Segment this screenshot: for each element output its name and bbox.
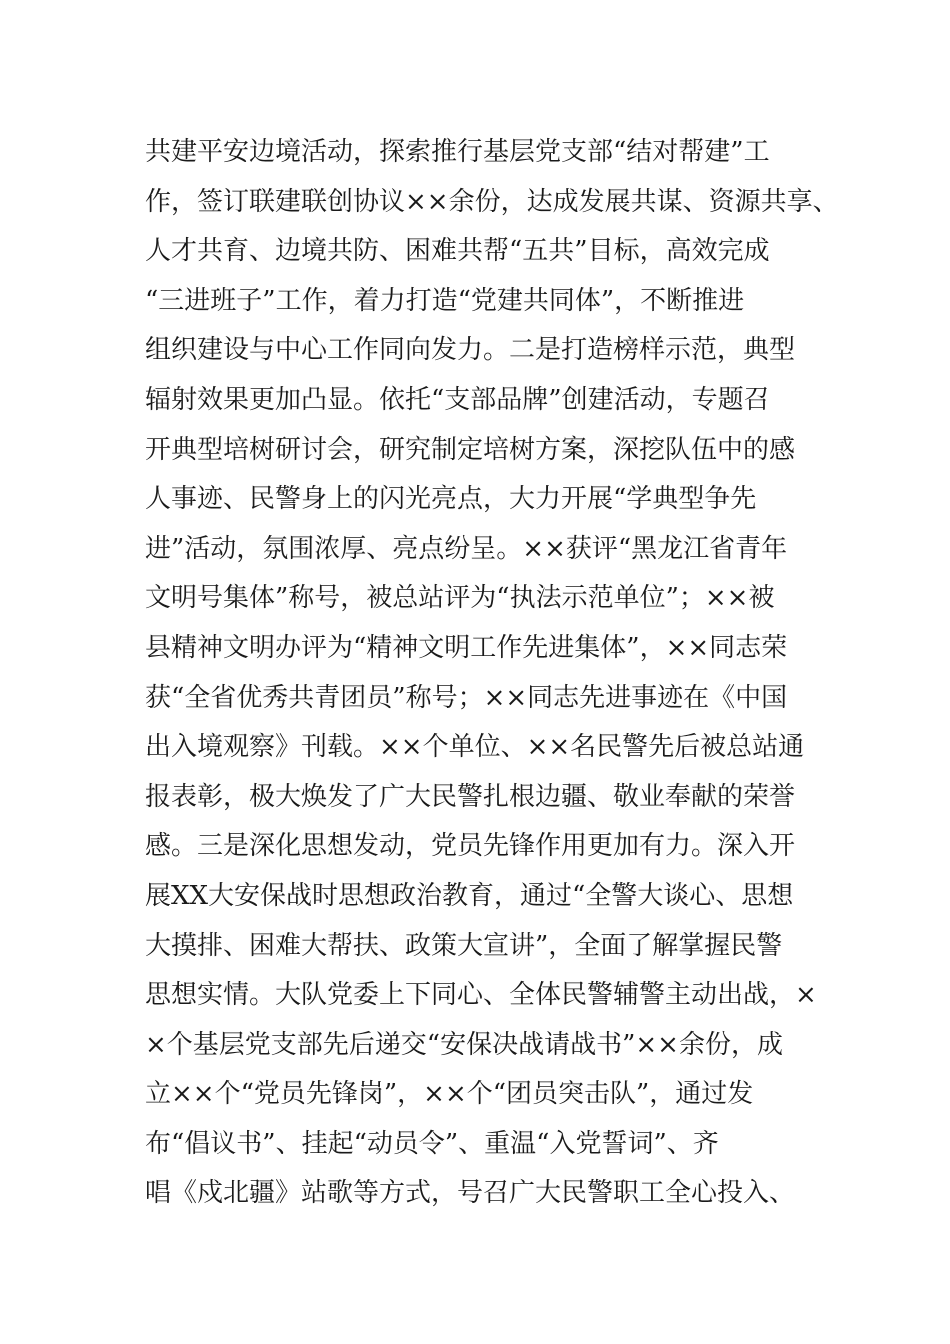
body-text	[145, 128, 839, 1219]
text-line: 立××个“党员先锋岗”，××个“团员突击队”，通过发	[145, 1079, 754, 1110]
text-line: 大摸排、困难大帮扶、政策大宣讲”，全面了解掌握民警	[145, 930, 783, 961]
text-line: 共建平安边境活动，探索推行基层党支部“结对帮建”工	[145, 137, 770, 167]
text-line: 感。三是深化思想发动，党员先锋作用更加有力。深入开	[145, 831, 796, 862]
text-line: 人事迹、民警身上的闪光亮点，大力开展“学典型争先	[145, 484, 757, 515]
text-line: 文明号集体”称号，被总站评为“执法示范单位”；××被	[145, 583, 775, 614]
text-line: 展XX大安保战时思想政治教育，通过“全警大谈心、思想	[145, 880, 794, 911]
text-line: 唱《戍北疆》站歌等方式，号召广大民警职工全心投入、	[145, 1178, 796, 1209]
text-line: 获“全省优秀共青团员”称号；××同志先进事迹在《中国	[145, 682, 788, 713]
text-line: 县精神文明办评为“精神文明工作先进集体”，××同志荣	[145, 632, 788, 663]
text-line: 布“倡议书”、挂起“动员令”、重温“入党誓词”、齐	[145, 1128, 719, 1159]
text-line: “三进班子”工作，着力打造“党建共同体”，不断推进	[145, 285, 745, 316]
text-line: 开典型培树研讨会，研究制定培树方案，深挖队伍中的感	[145, 434, 796, 465]
text-line: 出入境观察》刊载。××个单位、××名民警先后被总站通	[145, 732, 805, 763]
text-line: 思想实情。大队党委上下同心、全体民警辅警主动出战，×	[145, 980, 817, 1011]
text-line: 报表彰，极大焕发了广大民警扎根边疆、敬业奉献的荣誉	[145, 781, 796, 812]
text-line: 进”活动，氛围浓厚、亮点纷呈。××获评“黑龙江省青年	[145, 533, 788, 564]
text-line: 组织建设与中心工作同向发力。二是打造榜样示范，典型	[145, 335, 796, 366]
text-line: 作，签订联建联创协议××余份，达成发展共谋、资源共享、	[145, 186, 839, 217]
text-line: 辐射效果更加凸显。依托“支部品牌”创建活动，专题召	[145, 384, 770, 415]
text-line: ×个基层党支部先后递交“安保决战请战书”××余份，成	[145, 1029, 783, 1060]
text-line: 人才共育、边境共防、困难共帮“五共”目标，高效完成	[145, 236, 770, 267]
